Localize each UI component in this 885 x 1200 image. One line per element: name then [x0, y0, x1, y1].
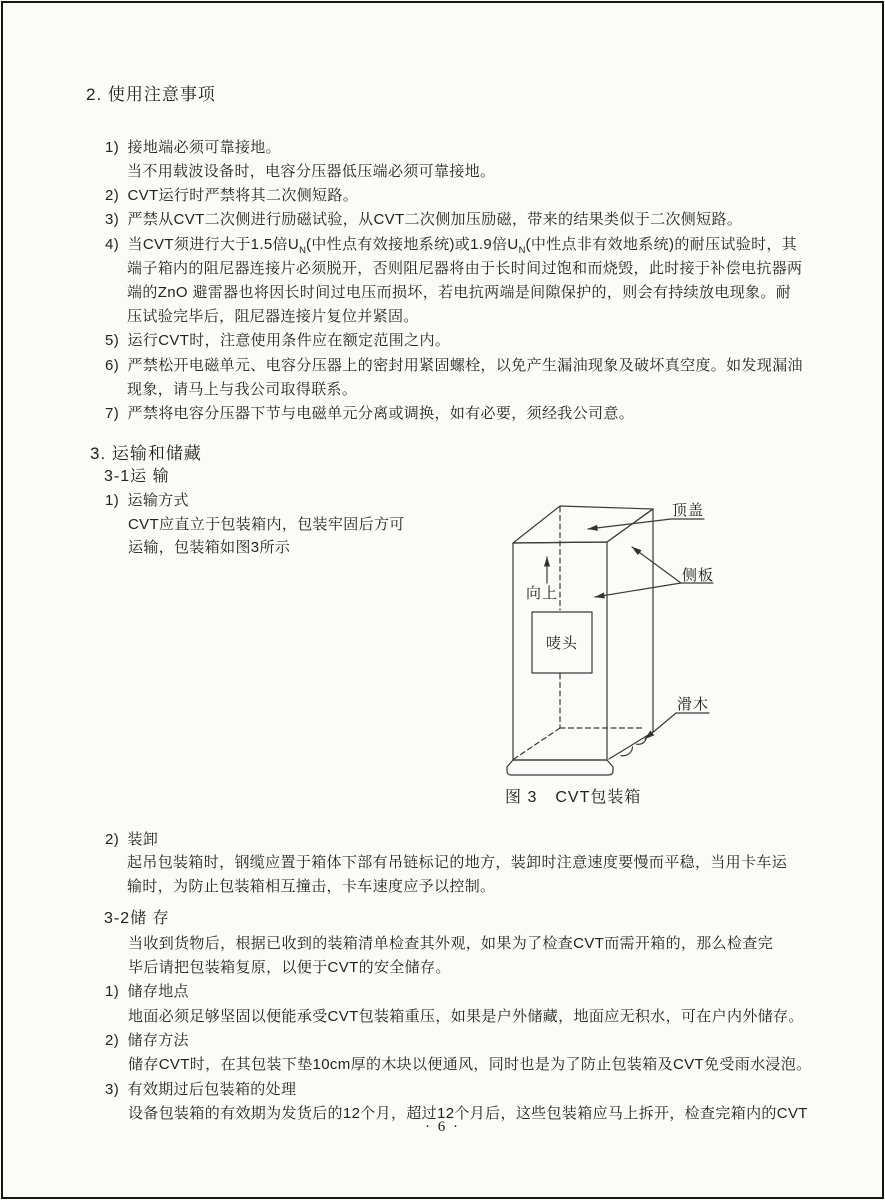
usage-note-1-line-1 [105, 139, 281, 156]
note-text: 运行CVT时，注意使用条件应在额定范围之内。 [127, 332, 451, 349]
loading-line-1: 起吊包装箱时，钢缆应置于箱体下部有吊链标记的地方，装卸时注意速度要慢而平稳，当用卡车运 [127, 854, 788, 871]
storage-intro-line-1: 当收到货物后，根据已收到的装箱清单检查其外观，如果为了检查CVT而需开箱的，那么检查完 [128, 935, 774, 952]
usage-note-5-line-1 [105, 332, 450, 349]
transport-method-line-1: CVT应直立于包装箱内，包装牢固后方可 [128, 516, 405, 533]
storage-item-1-line-1: 地面必须足够坚固以便能承受CVT包装箱重压，如果是户外储藏，地面应无积水，可在户内外储存。 [128, 1008, 804, 1025]
item-number: 2) [105, 1032, 120, 1049]
figure-packing-box [495, 497, 725, 782]
label-upward: 向上 [526, 585, 559, 602]
item-number: 5) [105, 332, 120, 349]
skid-leader-arrow [645, 713, 709, 739]
note-text: 接地端必须可靠接地。 [127, 139, 282, 156]
transport-method-title [105, 492, 189, 509]
usage-note-7-line-1 [105, 405, 634, 422]
skid-bump-1 [637, 737, 647, 745]
usage-note-2-line-1 [105, 187, 358, 204]
storage-item-3-line-1: 设备包装箱的有效期为发货后的12个月，超过12个月后，这些包装箱应马上拆开，检查完箱内的CVT [128, 1105, 808, 1122]
usage-note-6-line-1 [105, 357, 803, 374]
note-text: 严禁松开电磁单元、电容分压器上的密封用紧固螺栓，以免产生漏油现象及破坏真空度。如发现漏油 [127, 357, 803, 374]
storage-item-1-title [105, 983, 189, 1000]
subscript-n: N [299, 245, 306, 256]
box-right-face-edge [607, 509, 653, 732]
item-title: 储存方法 [127, 1032, 189, 1049]
label-side-panel: 侧板 [682, 567, 715, 584]
item-title: 运输方式 [127, 492, 189, 509]
storage-intro-line-2: 毕后请把包装箱复原，以便于CVT的安全储存。 [128, 959, 451, 976]
side-panel-leader-arrow-2 [595, 583, 681, 597]
storage-item-3-title [105, 1081, 296, 1098]
item-number: 4) [105, 236, 120, 253]
hidden-edges-dashed [514, 507, 645, 759]
page-number: · 6 · [425, 1119, 460, 1135]
usage-note-4-line-3: 端的ZnO 避雷器也将因长时间过电压而损坏，若电抗两端是间隙保护的，则会有持续放电现象。耐 [127, 284, 792, 301]
subscript-n: N [518, 245, 526, 256]
usage-note-6-line-2: 现象，请马上与我公司取得联系。 [127, 381, 358, 398]
usage-note-3-line-1 [105, 211, 742, 228]
transport-method-line-2: 运输，包装箱如图3所示 [128, 539, 291, 556]
usage-note-4-line-1 [105, 236, 798, 256]
section3-2-subheading: 3-2储 存 [104, 910, 170, 927]
item-number: 7) [105, 405, 120, 422]
item-title: 装卸 [127, 831, 159, 848]
item-number: 3) [105, 211, 120, 228]
usage-note-1-line-2: 当不用载波设备时，电容分压器低压端必须可靠接地。 [127, 163, 496, 180]
storage-item-2-line-1: 储存CVT时，在其包装下垫10cm厚的木块以便通风，同时也是为了防止包装箱及CVT免受雨水浸泡。 [128, 1056, 812, 1073]
figure-caption-title: CVT包装箱 [555, 789, 642, 806]
label-top-cover: 顶盖 [672, 502, 705, 519]
note-text: 严禁从CVT二次侧进行励磁试验，从CVT二次侧加压励磁，带来的结果类似于二次侧短路。 [127, 211, 743, 228]
note-text: 严禁将电容分压器下节与电磁单元分离或调换，如有必要，须经我公司意。 [127, 405, 635, 422]
item-number: 2) [105, 187, 120, 204]
item-title: 有效期过后包装箱的处理 [127, 1081, 297, 1098]
loading-line-2: 输时，为防止包装箱相互撞击，卡车速度应予以控制。 [127, 878, 496, 895]
label-skid: 滑木 [677, 696, 710, 713]
section2-heading: 2. 使用注意事项 [86, 85, 216, 104]
figure-caption [505, 790, 641, 806]
item-number: 3) [105, 1081, 120, 1098]
note-text: CVT运行时严禁将其二次侧短路。 [127, 187, 359, 204]
item-number: 1) [105, 983, 120, 1000]
note-text: 当CVT须进行大于1.5倍$U_N$(中性点有效接地系统)或1.9倍$U_N$(中性点非有效地系统)的耐压试验时，其 [127, 236, 798, 256]
box-base-skid [507, 760, 613, 775]
item-number: 2) [105, 831, 120, 848]
top-cover-leader-arrow [588, 519, 704, 529]
item-number: 1) [105, 139, 120, 156]
item-number: 1) [105, 492, 120, 509]
usage-note-4-line-4: 压试验完毕后，阻尼器连接片复位并紧固。 [127, 308, 419, 325]
item-number: 6) [105, 357, 120, 374]
loading-title [105, 831, 158, 848]
label-shipping-mark: 唛头 [545, 635, 579, 652]
figure-caption-number: 图 3 [505, 789, 538, 806]
usage-note-4-line-2: 端子箱内的阻尼器连接片必须脱开，否则阻尼器将由于长时间过饱和而烧毁，此时接于补偿电抗器两 [127, 260, 803, 277]
section3-1-subheading: 3-1运 输 [104, 468, 170, 485]
section3-heading: 3. 运输和储藏 [90, 444, 202, 463]
storage-item-2-title [105, 1032, 189, 1049]
item-title: 储存地点 [127, 983, 189, 1000]
